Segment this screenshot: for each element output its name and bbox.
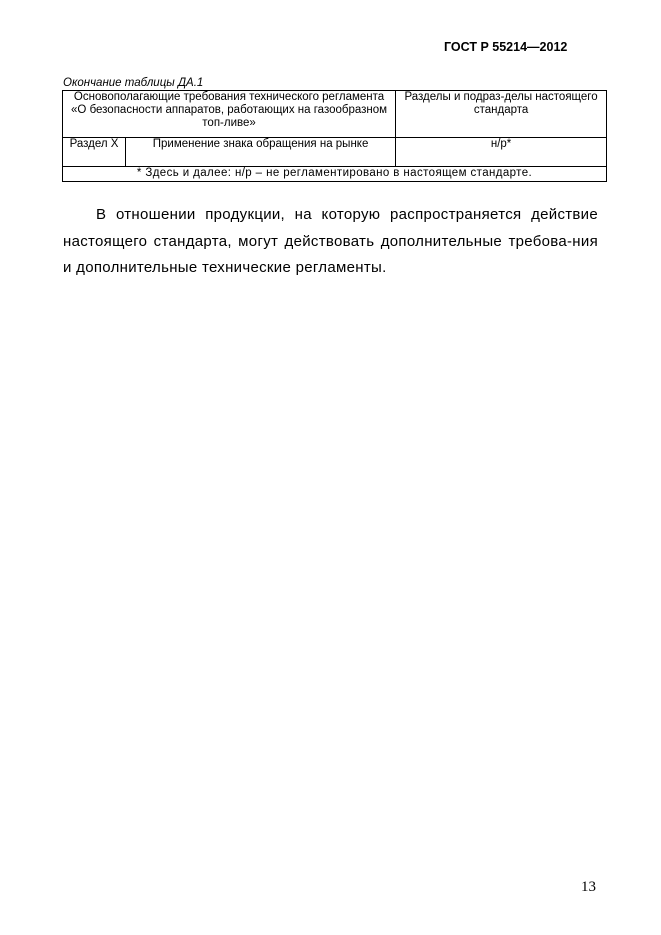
body-text <box>63 202 598 282</box>
document-code: ГОСТ Р 55214—2012 <box>444 40 568 54</box>
requirements-table <box>62 90 607 182</box>
table-row <box>63 138 607 167</box>
page-number: 13 <box>581 879 596 895</box>
header-sections: Разделы и подраз-делы настоящего стандарта <box>396 91 607 138</box>
table-footnote: * Здесь и далее: н/р – не регламентировано в настоящем стандарте. <box>63 167 607 182</box>
row-section: Раздел X <box>63 138 126 167</box>
row-value: н/р* <box>396 138 607 167</box>
body-paragraph: В отношении продукции, на которую распространяется действие настоящего стандарта, могут действовать дополнительные требова-ния и дополнительные технические регламенты. <box>63 206 598 276</box>
table-header-row <box>63 91 607 138</box>
table-caption: Окончание таблицы ДА.1 <box>63 77 204 89</box>
header-requirements: Основополагающие требования технического регламента «О безопасности аппаратов, работающих на газообразном топ-ливе» <box>63 91 396 138</box>
table-footnote-row <box>63 167 607 182</box>
row-requirement: Применение знака обращения на рынке <box>126 138 396 167</box>
